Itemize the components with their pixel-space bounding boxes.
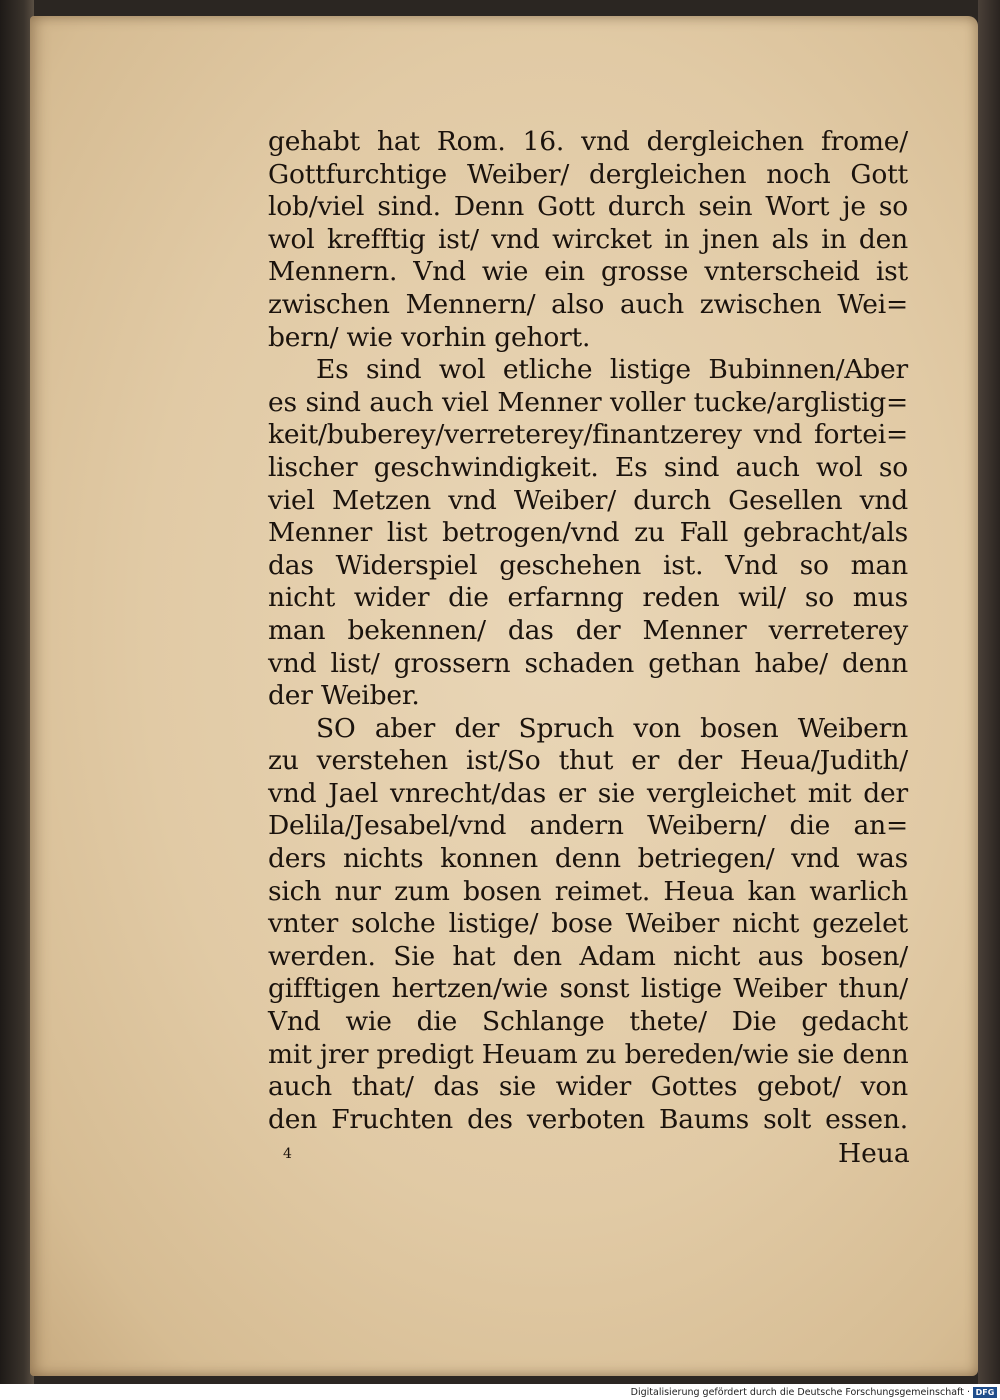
dfg-logo: DFG	[973, 1387, 997, 1398]
book-edge-left	[0, 0, 34, 1385]
text-line: Delila/Jesabel/vnd andern Weibern/ die an=	[268, 810, 908, 842]
text-line: ders nichts konnen denn betriegen/ vnd was	[268, 843, 908, 875]
text-line: vnter solche listige/ bose Weiber nicht gezelet	[268, 908, 908, 940]
text-line: der Weiber.	[268, 680, 420, 712]
text-line: auch that/ das sie wider Gottes gebot/ von	[268, 1071, 908, 1103]
text-line: den Fruchten des verboten Baums solt essen.	[268, 1103, 908, 1135]
text-line: gehabt hat Rom. 16. vnd dergleichen frome/	[268, 126, 908, 157]
text-line: Gottfurchtige Weiber/ dergleichen noch Gott	[268, 158, 908, 190]
book-edge-right	[978, 0, 1000, 1385]
text-line: das Widerspiel geschehen ist. Vnd so man	[268, 549, 908, 581]
text-line: sich nur zum bosen reimet. Heua kan warlich	[268, 875, 908, 907]
signature-mark: 4	[283, 1146, 292, 1162]
text-line: Mennern. Vnd wie ein grosse vnterscheid ist	[268, 256, 908, 288]
text-line: mit jrer predigt Heuam zu bereden/wie sie denn	[268, 1038, 909, 1070]
text-line: vnd list/ grossern schaden gethan habe/ denn	[268, 647, 908, 679]
text-line: es sind auch viel Menner voller tucke/arglistig=	[268, 386, 908, 418]
text-line: gifftigen hertzen/wie sonst listige Weiber thun/	[268, 973, 908, 1005]
page-text	[268, 126, 908, 1136]
text-line: bern/ wie vorhin gehort.	[268, 321, 591, 353]
text-line: man bekennen/ das der Menner verreterey	[268, 614, 908, 646]
paragraph-start-line: Es sind wol etliche listige Bubinnen/Aber	[316, 354, 908, 386]
text-line: keit/buberey/verreterey/finantzerey vnd fortei=	[268, 419, 908, 451]
text-line: Vnd wie die Schlange thete/ Die gedacht	[268, 1006, 908, 1038]
text-line: zwischen Mennern/ also auch zwischen Wei=	[268, 288, 908, 320]
funding-notice: Digitalisierung gefördert durch die Deutsche Forschungsgemeinschaft ·	[630, 1387, 970, 1398]
text-line: werden. Sie hat den Adam nicht aus bosen/	[268, 940, 908, 972]
text-line: vnd Jael vnrecht/das er sie vergleichet mit der	[268, 777, 908, 809]
text-line: Menner list betrogen/vnd zu Fall gebracht/als	[268, 517, 908, 549]
text-line: viel Metzen vnd Weiber/ durch Gesellen vnd	[268, 484, 908, 516]
footer-bar	[0, 1384, 1000, 1400]
text-line: nicht wider die erfarnng reden wil/ so mus	[268, 582, 908, 614]
catchword: Heua	[838, 1138, 910, 1169]
text-line: wol krefftig ist/ vnd wircket in jnen als in den	[268, 223, 908, 255]
text-line: lischer geschwindigkeit. Es sind auch wol so	[268, 451, 908, 483]
text-line: lob/viel sind. Denn Gott durch sein Wort je so	[268, 191, 908, 223]
paragraph-start-line: SO aber der Spruch von bosen Weibern	[316, 712, 908, 744]
text-line: zu verstehen ist/So thut er der Heua/Judith/	[268, 745, 908, 777]
